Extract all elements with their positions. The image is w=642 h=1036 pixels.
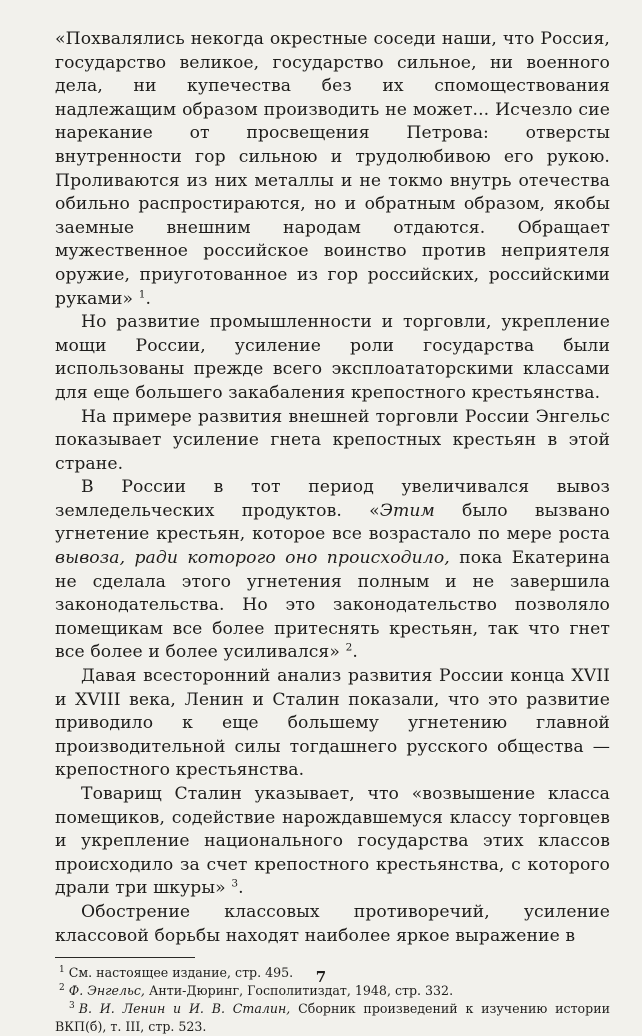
paragraph-stalin-quote: Товарищ Сталин указывает, что «возвышение класса помещиков, содействие нарождавшемуся классу торговцев и укрепление национального государства этих классов происходило за счет крепостного крестьянства, с которого драли три шкуры» $^3$. (55, 784, 610, 899)
footnote-number: 3 (69, 1000, 75, 1011)
paragraph-export: В России в тот период увеличивался вывоз земледельческих продуктов. «Этим было вызвано угнетение крестьян, которое все возрастало по мере роста вывоза, ради которого оно происходило, пока Екатерина не сделала этого угнетения полным и не завершила законодательства. Но это законодательство позволяло помещикам все более притеснять крестьян, так что гнет все более и более усиливался» $^2$. (55, 477, 610, 663)
paragraph-text: В России в тот период увеличивался вывоз земледельческих продуктов. « (55, 477, 610, 521)
paragraph-industry (55, 311, 610, 405)
italic-text: Этим (379, 500, 435, 521)
paragraph-engels (55, 406, 610, 477)
paragraph-lenin-stalin (55, 665, 610, 783)
paragraph-class-struggle (55, 901, 610, 948)
footnote-3 (55, 1000, 610, 1036)
paragraph-text: Обострение классовых противоречий, усиление классовой борьбы находят наиболее яркое выражение в (55, 901, 610, 946)
italic-text: вывоза, ради которого оно происходило, (55, 548, 450, 569)
paragraph-text: На примере развития внешней торговли России Энгельс показывает усиление гнета крепостных крестьян в этой стране. (55, 406, 610, 474)
footnote-text: Анти-Дюринг, Госполитиздат, 1948, стр. 332. (144, 983, 454, 999)
page-number: 7 (315, 968, 327, 986)
footnote-text: См. настоящее издание, стр. 495. (68, 965, 294, 981)
footnote-ref: 3 (231, 877, 239, 890)
paragraph-text: «Похвалялись некогда окрестные соседи наши, что Россия, государство великое, государство сильное, ни военного дела, ни купечества без их спомоществования надлежащим образом производить не может... Исчезло сие нарекание от просвещения Петрова: отверсты внутренности гор сильною и трудолюбивою его рукою. Проливаются из них металлы и не токмо внутрь отечества обильно распростираются, но и обратным образом, якобы заемные внешним народам отдаются. Обращает мужественное российское воинство против неприятеля оружие, приуготованное из гор российских, российскими руками» (55, 29, 610, 309)
footnote-ref: 1 (138, 287, 146, 300)
footnote-number: 2 (59, 982, 65, 993)
footnote-number: 1 (59, 964, 65, 975)
paragraph-text: Давая всесторонний анализ развития России конца XVII и XVIII века, Ленин и Сталин показали, что это развитие приводило к еще большему угнетению главной производительной силы тогдашнего русского общества — крепостного крестьянства. (55, 666, 610, 781)
footnote-text: Сборник произведений к изучению истории ВКП(б), т. III, стр. 523. (55, 1001, 610, 1035)
paragraph-quote-peter: «Похвалялись некогда окрестные соседи наши, что Россия, государство великое, государство сильное, ни военного дела, ни купечества без их спомоществования надлежащим образом производить не может... Исчезло сие нарекание от просвещения Петрова: отверсты внутренности гор сильною и трудолюбивою его рукою. Проливаются из них металлы и не токмо внутрь отечества обильно распростираются, но и обратным образом, якобы заемные внешним народам отдаются. Обращает мужественное российское воинство против неприятеля оружие, приуготованное из гор российских, российскими руками» $^1$. (55, 29, 610, 309)
paragraph-text: Но развитие промышленности и торговли, укрепление мощи России, усиление роли государства были использованы прежде всего эксплоататорскими классами для еще большего закабаления крепостного крестьянства. (55, 312, 610, 403)
paragraph-text: Товарищ Сталин указывает, что «возвышение класса помещиков, содействие нарождавшемуся классу торговцев и укрепление национального государства этих классов происходило за счет крепостного крестьянства, с которого драли три шкуры» (55, 784, 610, 899)
footnote-author: В. И. Ленин и И. В. Сталин, (78, 1001, 291, 1017)
footnote-ref: 2 (345, 641, 353, 654)
footnote-divider (55, 957, 195, 958)
paragraph-text: пока Екатерина не сделала этого угнетения полным и не завершила законодательства. Но это законодательство позволяло помещикам все более притеснять крестьян, так что гнет все более и более усиливался» (55, 548, 610, 663)
paragraph-text: было вызвано угнетение крестьян, которое все возрастало по мере роста (55, 500, 610, 545)
footnote-author: Ф. Энгельс, (68, 983, 145, 999)
book-page (55, 28, 610, 1035)
